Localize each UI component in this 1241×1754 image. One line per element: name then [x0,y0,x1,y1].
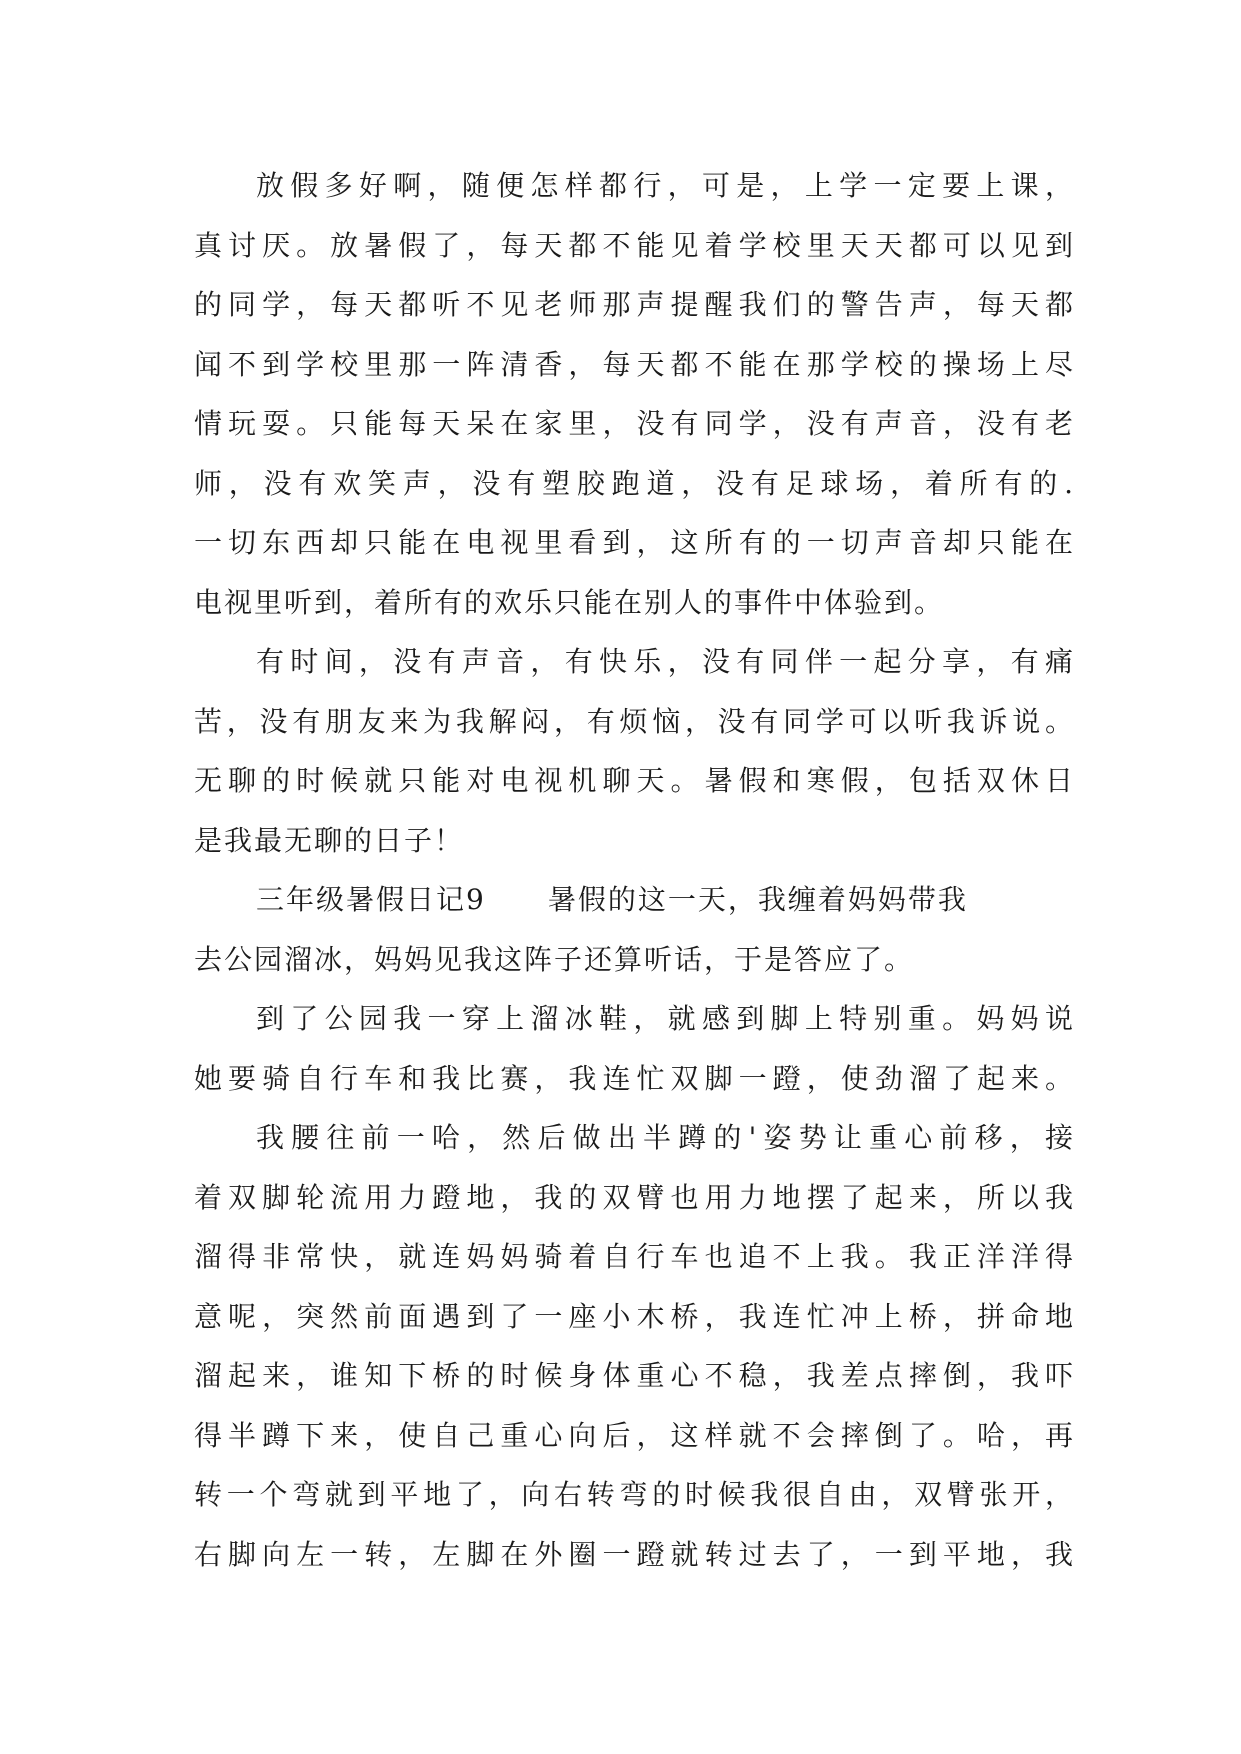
paragraph-2 [194,632,1074,870]
paragraph-5 [194,1108,1074,1584]
paragraph-line: 一切东西却只能在电视里看到，这所有的一切声音却只能在 [194,526,1074,559]
paragraph-line: 得半蹲下来，使自己重心向后，这样就不会摔倒了。哈，再 [194,1418,1074,1452]
paragraph-line: 溜得非常快，就连妈妈骑着自行车也追不上我。我正洋洋得 [194,1240,1074,1273]
paragraph-line: 的同学，每天都听不见老师那声提醒我们的警告声，每天都 [194,288,1074,321]
paragraph-line: 去公园溜冰，妈妈见我这阵子还算听话，于是答应了。 [194,942,915,976]
paragraph-line: 闻不到学校里那一阵清香，每天都不能在那学校的操场上尽 [194,347,1074,381]
diary-heading-rest: 暑假的这一天，我缠着妈妈带我 [547,883,968,916]
paragraph-line: 有时间，没有声音，有快乐，没有同伴一起分享，有痛 [256,645,1074,678]
paragraph-line: 我腰往前一哈，然后做出半蹲的'姿势让重心前移，接 [256,1121,1074,1154]
paragraph-line: 情玩耍。只能每天呆在家里，没有同学，没有声音，没有老 [194,407,1074,440]
paragraph-1 [194,156,1074,632]
paragraph-line: 师，没有欢笑声，没有塑胶跑道，没有足球场，着所有的. [194,466,1074,500]
paragraph-line: 她要骑自行车和我比赛，我连忙双脚一蹬，使劲溜了起来。 [194,1061,1074,1095]
paragraph-line: 右脚向左一转，左脚在外圈一蹬就转过去了，一到平地，我 [194,1537,1074,1571]
paragraph-line: 电视里听到，着所有的欢乐只能在别人的事件中体验到。 [194,585,945,619]
paragraph-line: 放假多好啊，随便怎样都行，可是，上学一定要上课， [256,169,1074,202]
paragraph-4 [194,989,1074,1108]
paragraph-line: 转一个弯就到平地了，向右转弯的时候我很自由，双臂张开， [194,1478,1074,1511]
document-body [194,156,1074,1584]
paragraph-line: 真讨厌。放暑假了，每天都不能见着学校里天天都可以见到 [194,228,1074,262]
paragraph-3 [194,870,1074,989]
diary-heading: 三年级暑假日记9 [256,883,486,916]
paragraph-line: 到了公园我一穿上溜冰鞋，就感到脚上特别重。妈妈说 [256,1002,1074,1035]
paragraph-line: 意呢，突然前面遇到了一座小木桥，我连忙冲上桥，拼命地 [194,1299,1074,1333]
diary-heading-line [194,870,1074,930]
paragraph-line: 苦，没有朋友来为我解闷，有烦恼，没有同学可以听我诉说。 [194,704,1074,738]
paragraph-line: 无聊的时候就只能对电视机聊天。暑假和寒假，包括双休日 [194,764,1074,797]
paragraph-line: 溜起来，谁知下桥的时候身体重心不稳，我差点摔倒，我吓 [194,1359,1074,1392]
paragraph-line: 着双脚轮流用力蹬地，我的双臂也用力地摆了起来，所以我 [194,1180,1074,1214]
paragraph-line: 是我最无聊的日子！ [194,823,465,857]
